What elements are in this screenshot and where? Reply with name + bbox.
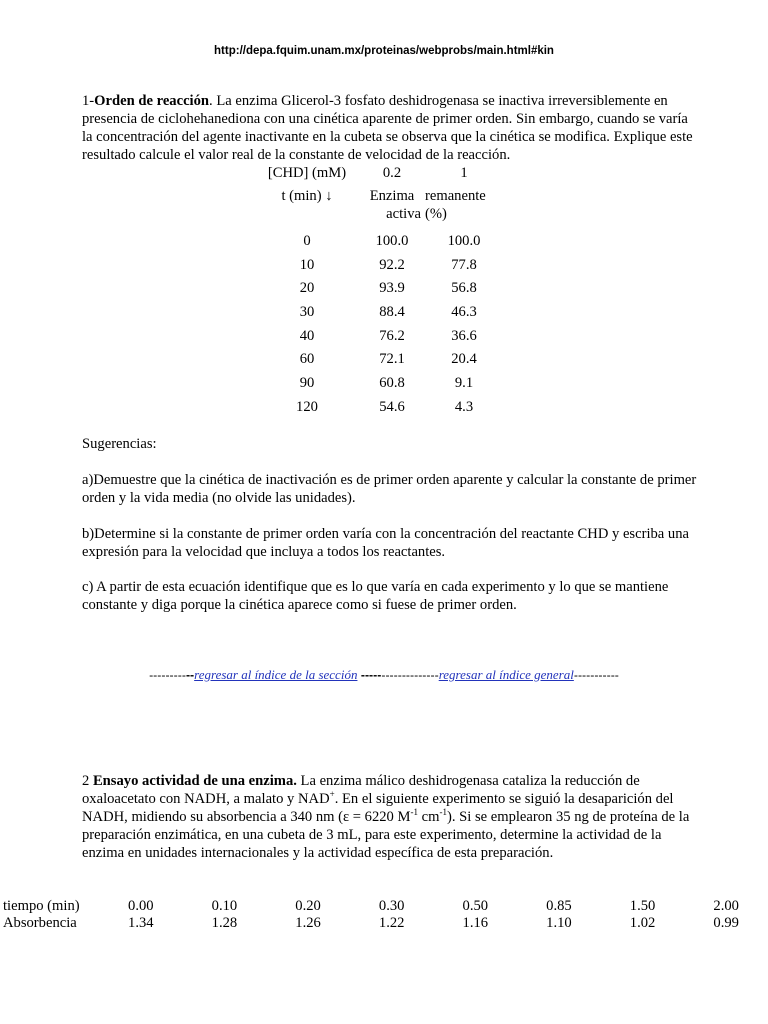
activity-low-cell: 76.2 <box>379 327 405 344</box>
absorbance-cell: 1.22 <box>378 915 405 931</box>
inactivation-table <box>255 164 503 419</box>
activity-header-2: remanente <box>425 188 486 204</box>
problem-2-text: . En el siguiente experimento se siguió la desaparición del NADH, midiendo su absorbencia a 340 nm (ε = 6220 M <box>82 791 674 825</box>
table-row <box>255 347 503 371</box>
time-cell: 60 <box>299 351 315 368</box>
time-cell: 0.50 <box>462 898 489 914</box>
navigation-links <box>0 667 768 683</box>
activity-low-cell: 54.6 <box>379 398 405 415</box>
activity-high-cell: 56.8 <box>451 280 477 297</box>
nav-dashes-bold: -- <box>185 668 195 682</box>
nav-dashes-bold: ----- <box>357 668 382 682</box>
superscript: -1 <box>439 807 447 818</box>
time-cell: 1.50 <box>629 898 656 914</box>
nav-dashes: --------- <box>149 668 186 682</box>
table-row <box>255 324 503 348</box>
table-row <box>255 253 503 277</box>
nav-dashes: -------------- <box>381 668 439 682</box>
time-cell: 0.00 <box>128 898 154 914</box>
absorbance-cell: 1.10 <box>546 915 572 931</box>
activity-low-cell: 100.0 <box>375 232 409 249</box>
time-cell: 120 <box>296 398 318 415</box>
activity-low-cell: 60.8 <box>379 374 405 391</box>
time-cell: 0 <box>303 232 311 249</box>
problem-2-number: 2 <box>82 773 93 789</box>
general-index-link[interactable]: regresar al índice general <box>438 667 574 682</box>
time-cell: 0.20 <box>295 898 321 914</box>
activity-header-4: (%) <box>425 206 447 222</box>
table-row <box>255 395 503 419</box>
time-cell: 30 <box>299 303 315 320</box>
problem-1-statement <box>82 92 697 164</box>
source-url: http://depa.fquim.unam.mx/proteinas/webprobs/main.html#kin <box>214 45 554 57</box>
problem-1-title: Orden de reacción <box>94 93 210 109</box>
time-cell: 40 <box>299 327 315 344</box>
suggestion-b: b)Determine si la constante de primer orden varía con la concentración del reactante CHD y escriba una expresión para la velocidad que incluya a todos los reactantes. <box>82 526 689 560</box>
absorbance-cell: 0.99 <box>713 915 739 931</box>
chd-concentration-high: 1 <box>460 165 468 181</box>
superscript: -1 <box>410 807 418 818</box>
table-row <box>0 915 768 932</box>
table-row <box>255 371 503 395</box>
problem-2-text: La enzima málico deshidrogenasa cataliza la reducción de oxaloacetato con NADH, a malato y NAD <box>82 773 640 807</box>
nav-dashes: ----------- <box>573 668 619 682</box>
activity-header-3: activa <box>386 206 421 222</box>
suggestions-heading: Sugerencias: <box>82 436 157 452</box>
problem-1-number: 1- <box>82 93 95 109</box>
absorbance-row-label: Absorbencia <box>3 915 77 931</box>
problem-2-text: cm <box>417 809 440 825</box>
chd-concentration-label: [CHD] (mM) <box>267 165 347 181</box>
problem-2-title: Ensayo actividad de una enzima. <box>92 773 297 789</box>
absorbance-cell: 1.34 <box>128 915 154 931</box>
section-index-link[interactable]: regresar al índice de la sección <box>194 667 358 682</box>
absorbance-cell: 1.16 <box>462 915 489 931</box>
time-cell: 0.85 <box>546 898 572 914</box>
activity-low-cell: 93.9 <box>379 280 405 297</box>
time-cell: 0.30 <box>378 898 405 914</box>
suggestion-c: c) A partir de esta ecuación identifique que es lo que varía en cada experimento y lo que se mantiene constante y diga porque la cinética aparece como si fuese de primer orden. <box>82 579 669 613</box>
activity-high-cell: 36.6 <box>451 327 477 344</box>
table-row <box>255 223 503 253</box>
activity-header-1: Enzima <box>369 188 415 204</box>
activity-high-cell: 77.8 <box>451 256 477 273</box>
time-cell: 90 <box>299 374 315 391</box>
time-row-label: tiempo (min) <box>3 898 80 914</box>
activity-low-cell: 92.2 <box>379 256 405 273</box>
time-cell: 2.00 <box>713 898 739 914</box>
activity-low-cell: 88.4 <box>379 303 405 320</box>
activity-high-cell: 46.3 <box>451 303 477 320</box>
time-cell: 0.10 <box>211 898 238 914</box>
time-header: t (min) ↓ <box>281 188 333 204</box>
table-row <box>255 300 503 324</box>
absorbance-cell: 1.28 <box>211 915 238 931</box>
problem-2-statement <box>82 772 697 862</box>
suggestion-a: a)Demuestre que la cinética de inactivación es de primer orden aparente y calcular la constante de primer orden y la vida media (no olvide las unidades). <box>82 472 697 506</box>
chd-concentration-low: 0.2 <box>382 165 402 181</box>
absorbance-cell: 1.02 <box>629 915 656 931</box>
problem-2-text: ). Si se emplearon 35 ng de proteína de la preparación enzimática, en una cubeta de 3 mL, para este experimento, determine la actividad de la enzima en unidades internacionales y la actividad específica de esta preparación. <box>82 809 690 861</box>
superscript: + <box>329 789 335 800</box>
table-row <box>0 898 768 915</box>
absorbance-table <box>0 898 768 932</box>
activity-low-cell: 72.1 <box>379 351 405 368</box>
activity-high-cell: 4.3 <box>454 398 474 415</box>
time-cell: 20 <box>299 280 315 297</box>
activity-high-cell: 100.0 <box>447 232 481 249</box>
time-cell: 10 <box>299 256 315 273</box>
table-row <box>255 276 503 300</box>
activity-high-cell: 9.1 <box>454 374 474 391</box>
activity-high-cell: 20.4 <box>451 351 477 368</box>
problem-1-body: . La enzima Glicerol-3 fosfato deshidrogenasa se inactiva irreversiblemente en presencia de ciclohehanediona con una cinética aparente de primer orden. Sin embargo, cuando se varía la concentración del agente inactivante en la cubeta se observa que la cinética se modifica. Explique este resultado calcule el valor real de la constante de velocidad de la reacción. <box>82 93 693 163</box>
absorbance-cell: 1.26 <box>295 915 321 931</box>
